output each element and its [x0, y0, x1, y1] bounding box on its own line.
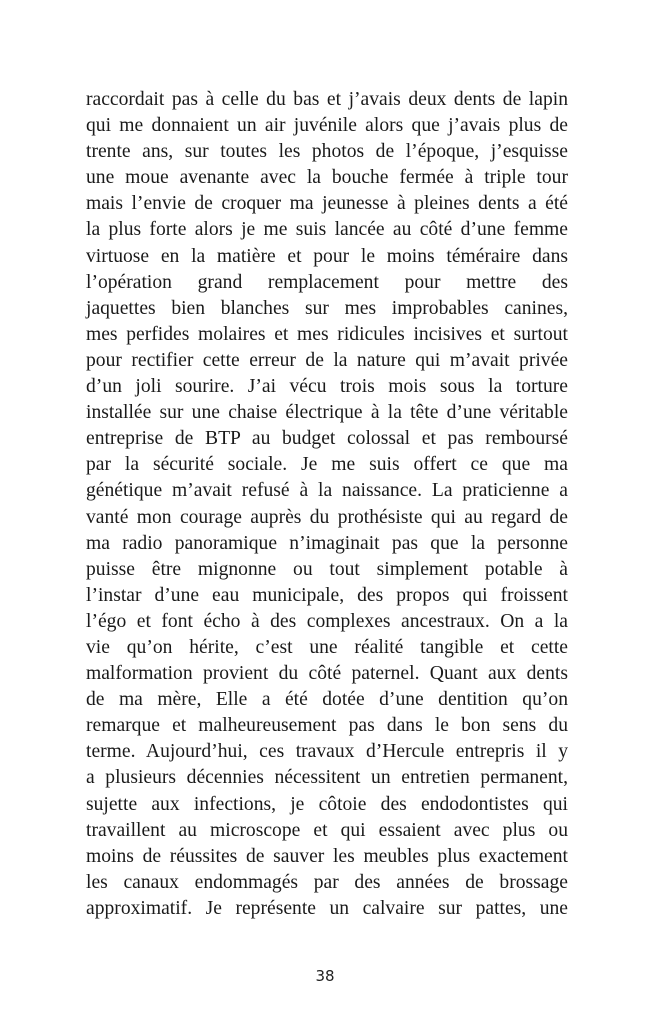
page-number: 38 — [315, 967, 335, 985]
text-line: remarque et malheureusement pas dans le bon sens du — [86, 715, 568, 737]
text-line: d’un joli sourire. J’ai vécu trois mois sous la torture — [86, 376, 568, 398]
text-line: vanté mon courage auprès du prothésiste qui au regard de — [86, 506, 568, 528]
text-line: l’égo et font écho à des complexes ancestraux. On a la — [86, 610, 568, 632]
text-line: raccordait pas à celle du bas et j’avais deux dents de lapin — [86, 89, 568, 110]
text-line: de ma mère, Elle a été dotée d’une dentition qu’on — [86, 689, 568, 711]
text-line: installée sur une chaise électrique à la tête d’une véritable — [86, 402, 568, 424]
text-line: qui me donnaient un air juvénile alors que j’avais plus de — [86, 115, 568, 137]
text-line: a plusieurs décennies nécessitent un entretien permanent, — [86, 767, 568, 789]
text-line: malformation provient du côté paternel. Quant aux dents — [86, 663, 568, 685]
text-line: virtuose en la matière et pour le moins téméraire dans — [86, 245, 568, 267]
text-line: entreprise de BTP au budget colossal et pas remboursé — [86, 428, 568, 450]
text-line: terme. Aujourd’hui, ces travaux d’Hercule entrepris il y — [86, 741, 568, 763]
text-line: génétique m’avait refusé à la naissance. La praticienne a — [86, 480, 568, 502]
text-line: les canaux endommagés par des années de brossage — [86, 871, 568, 893]
text-line: travaillent au microscope et qui essaient avec plus ou — [86, 819, 568, 841]
body-text — [86, 87, 568, 922]
text-line: une moue avenante avec la bouche fermée à triple tour — [86, 167, 568, 189]
text-line: puisse être mignonne ou tout simplement potable à — [86, 558, 568, 580]
text-line: pour rectifier cette erreur de la nature qui m’avait privée — [86, 349, 568, 371]
text-line: par la sécurité sociale. Je me suis offert ce que ma — [86, 454, 568, 476]
text-line: jaquettes bien blanches sur mes improbables canines, — [86, 297, 568, 319]
text-line: ma radio panoramique n’imaginait pas que la personne — [86, 532, 568, 554]
text-line: mes perfides molaires et mes ridicules incisives et surtout — [86, 323, 568, 345]
text-line: moins de réussites de sauver les meubles plus exactement — [86, 845, 568, 867]
text-line: la plus forte alors je me suis lancée au côté d’une femme — [86, 219, 568, 241]
text-line: sujette aux infections, je côtoie des endodontistes qui — [86, 793, 568, 815]
text-line: l’opération grand remplacement pour mettre des — [86, 271, 568, 293]
text-line: approximatif. Je représente un calvaire sur pattes, une — [86, 897, 568, 919]
text-line: l’instar d’une eau municipale, des propos qui froissent — [86, 584, 568, 606]
text-line: vie qu’on hérite, c’est une réalité tangible et cette — [86, 636, 568, 658]
text-line: trente ans, sur toutes les photos de l’époque, j’esquisse — [86, 141, 568, 163]
text-line: mais l’envie de croquer ma jeunesse à pleines dents a été — [86, 193, 568, 215]
